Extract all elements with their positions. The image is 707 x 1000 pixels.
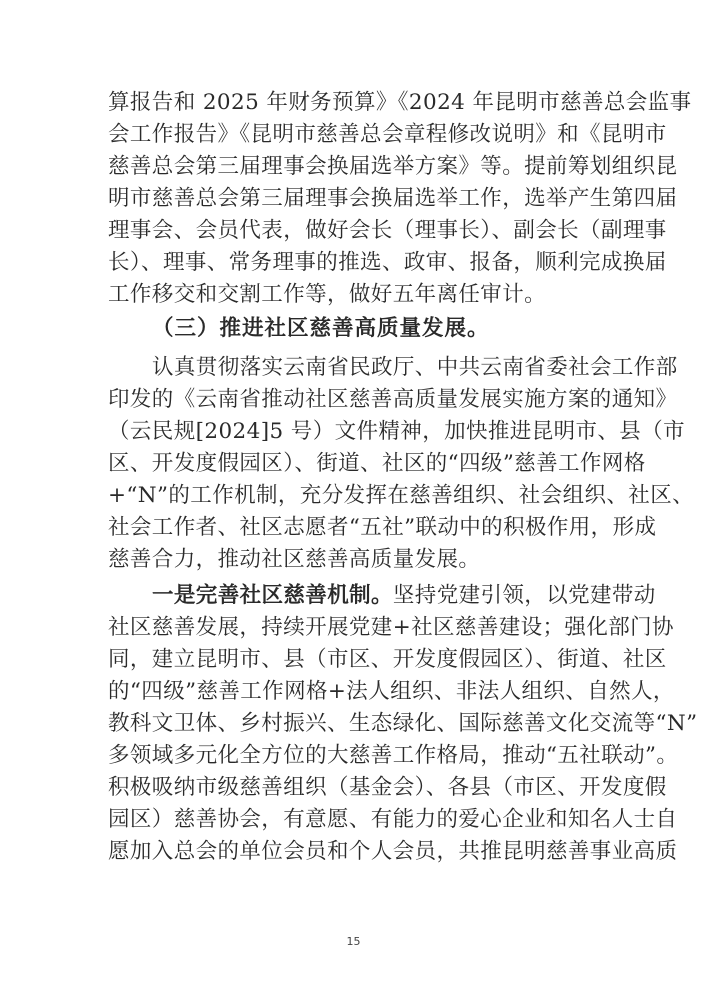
paragraph-line: 会工作报告》《昆明市慈善总会章程修改说明》和《昆明市 xyxy=(108,122,667,147)
paragraph-line: 社区慈善发展，持续开展党建+社区慈善建设；强化部门协 xyxy=(108,615,674,640)
paragraph-line: 愿加入总会的单位会员和个人会员，共推昆明慈善事业高质 xyxy=(108,839,678,864)
paragraph-line xyxy=(152,581,656,611)
paragraph-line: 积极吸纳市级慈善组织（基金会）、各县（市区、开发度假 xyxy=(108,775,667,800)
section-heading: （三）推进社区慈善高质量发展。 xyxy=(152,316,490,341)
paragraph-line: 工作移交和交割工作等，做好五年离任审计。 xyxy=(108,282,547,307)
paragraph-line: 慈善总会第三届理事会换届选举方案》等。提前筹划组织昆 xyxy=(108,154,678,179)
paragraph-line: 慈善合力，推动社区慈善高质量发展。 xyxy=(108,547,481,572)
paragraph-lead: 一是完善社区慈善机制。 xyxy=(152,583,393,608)
paragraph-line: 教科文卫体、乡村振兴、生态绿化、国际慈善文化交流等“N” xyxy=(108,711,698,736)
paragraph-text: 坚持党建引领，以党建带动 xyxy=(392,583,656,608)
page-number: 15 xyxy=(346,935,361,948)
paragraph-line: （云民规[2024]5 号）文件精神，加快推进昆明市、县（市 xyxy=(108,419,686,444)
paragraph-line: +“N”的工作机制，充分发挥在慈善组织、社会组织、社区、 xyxy=(108,483,695,508)
paragraph-line: 区、开发度假园区）、街道、社区的“四级”慈善工作网格 xyxy=(108,451,646,476)
paragraph-line: 长）、理事、常务理事的推选、政审、报备，顺利完成换届 xyxy=(108,250,667,275)
paragraph-line: 多领域多元化全方位的大慈善工作格局，推动“五社联动”。 xyxy=(108,743,679,768)
paragraph-line: 明市慈善总会第三届理事会换届选举工作，选举产生第四届 xyxy=(108,186,678,211)
paragraph-line: 算报告和 2025 年财务预算》《2024 年昆明市慈善总会监事 xyxy=(108,90,692,115)
paragraph-line: 理事会、会员代表，做好会长（理事长）、副会长（副理事 xyxy=(108,218,667,243)
paragraph-line: 园区）慈善协会，有意愿、有能力的爱心企业和知名人士自 xyxy=(108,807,678,832)
paragraph-line: 同，建立昆明市、县（市区、开发度假园区）、街道、社区 xyxy=(108,647,667,672)
paragraph-line: 认真贯彻落实云南省民政厅、中共云南省委社会工作部 xyxy=(152,355,678,380)
paragraph-line: 印发的《云南省推动社区慈善高质量发展实施方案的通知》 xyxy=(108,387,678,412)
paragraph-line: 的“四级”慈善工作网格+法人组织、非法人组织、自然人， xyxy=(108,679,675,704)
paragraph-line: 社会工作者、社区志愿者“五社”联动中的积极作用，形成 xyxy=(108,515,657,540)
